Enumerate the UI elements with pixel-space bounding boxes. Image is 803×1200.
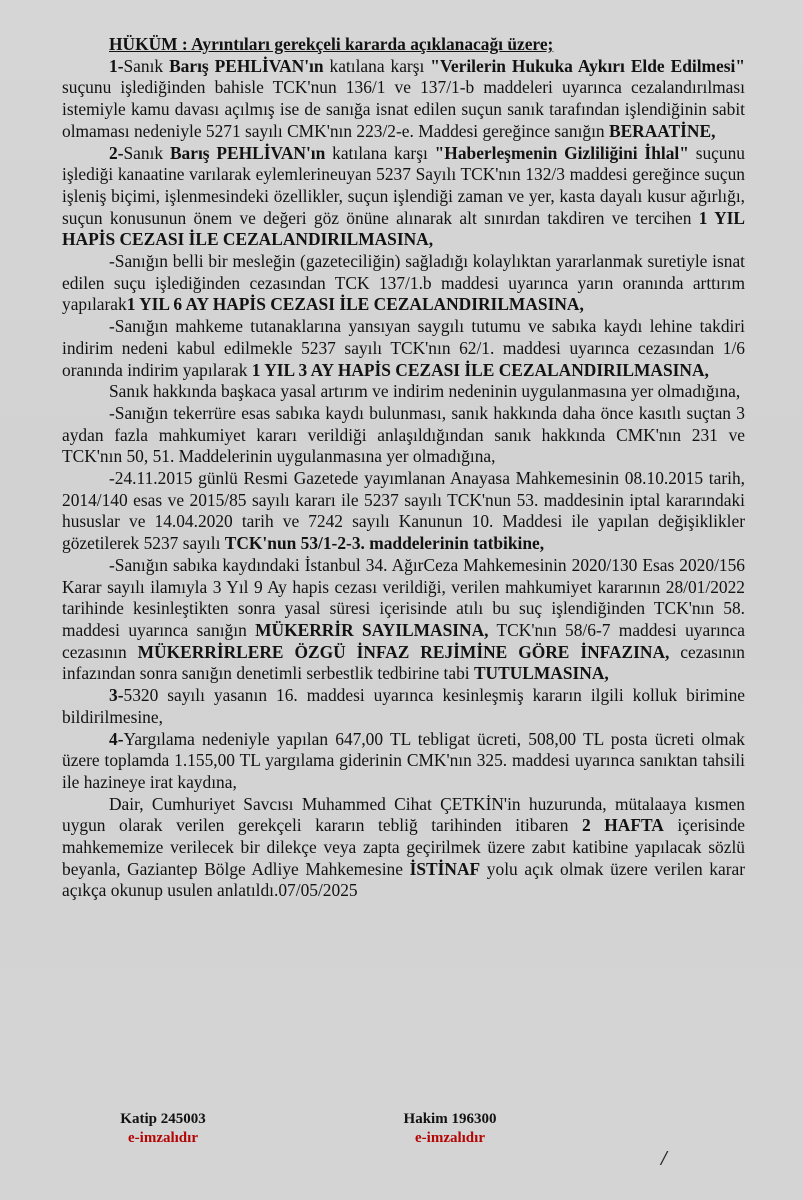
text-segment: -Sanığın tekerrüre esas sabıka kaydı bulunması, sanık hakkında daha önce kasıtlı suçtan 3 aydan fazla mahkumiyet kararı verildiği anlaşıldığından sanık hakkında CMK'nın 231 ve TCK'nın 50, 51. Maddelerinin uygulanmasına yer olmadığına, — [62, 402, 745, 467]
text-segment: suçunu işlediği kanaatine varılarak eylemlerineuyan 5237 Sayılı TCK'nın 132/3 maddesi gereğince suçun işleniş biçimi, işlenmesindeki özellikler, suçun işlendiği zaman ve yer, kasta dayalı kusur ağırlığı, suçun konusunun önem ve değeri göz önüne alınarak alt sınırdan takdiren ve tercihen — [62, 142, 745, 228]
paragraph — [62, 794, 745, 903]
paragraph — [62, 316, 745, 381]
text-segment: 5320 sayılı yasanın 16. maddesi uyarınca kesinleşmiş kararın ilgili kolluk birimine bildirilmesine, — [62, 685, 745, 727]
text-segment: Dair, Cumhuriyet Savcısı Muhammed Cihat ÇETKİN'in huzurunda, mütalaaya kısmen uygun olarak verilen gerekçeli kararın tebliğ tarihinden itibaren — [62, 793, 745, 836]
document-body — [62, 34, 745, 902]
clerk-esignature-label: e-imzalıdır — [128, 1130, 198, 1146]
paragraph — [62, 468, 745, 555]
text-segment: 3- — [109, 685, 124, 706]
text-segment: 1 YIL HAPİS CEZASI İLE CEZALANDIRILMASINA, — [62, 207, 745, 250]
text-segment: -Sanığın belli bir mesleğin (gazeteciliğin) sağladığı kolaylıktan yararlanmak suretiyle isnat edilen suçu işlediğinden cezasından TCK 137/1.b maddesi uyarınca yarın oranında arttırım yapılarak — [62, 251, 745, 315]
paragraph — [62, 381, 745, 403]
text-segment: TCK'nun 53/1-2-3. maddelerinin tatbikine, — [224, 533, 545, 554]
paragraph — [62, 729, 745, 794]
text-segment: Sanık — [123, 142, 170, 163]
text-segment: "Verilerin Hukuka Aykırı Elde Edilmesi" — [430, 55, 745, 76]
text-segment: -Sanığın sabıka kaydındaki İstanbul 34. AğırCeza Mahkemesinin 2020/130 Esas 2020/156 Karar sayılı ilamıyla 3 Yıl 9 Ay hapis cezası verildiği, verilen mahkumiyet kararının 28/01/2022 tarihinde kesinleştikten sonra yasal süresi içerisinde atılı bu suç işlendiğinden TCK'nın 58. maddesi uyarınca sanığın — [62, 554, 745, 640]
text-segment: TCK'nın 58/6-7 maddesi uyarınca cezasının — [62, 619, 745, 662]
document-title — [62, 34, 745, 56]
text-segment: Barış PEHLİVAN'ın — [169, 142, 326, 163]
text-segment: 1 YIL 6 AY HAPİS CEZASI İLE CEZALANDIRILMASINA, — [126, 294, 584, 315]
paragraph — [62, 143, 745, 252]
paragraph — [62, 251, 745, 316]
judge-name: Hakim 196300 — [403, 1111, 497, 1127]
text-segment: 1- — [109, 55, 124, 76]
clerk-name: Katip 245003 — [120, 1111, 206, 1127]
page-corner-mark: / — [661, 1146, 667, 1170]
text-segment: Yargılama nedeniyle yapılan 647,00 TL tebligat ücreti, 508,00 TL posta ücreti olmak üzere toplamda 1.155,00 TL yargılama giderinin CMK'nın 325. maddesi uyarınca sanıktan tahsili ile hazineye irat kaydına, — [62, 728, 745, 792]
judge-esignature-label: e-imzalıdır — [415, 1130, 485, 1146]
paragraph — [62, 403, 745, 468]
paragraph — [62, 56, 745, 143]
text-segment: Sanık hakkında başkaca yasal artırım ve indirim nedeninin uygulanmasına yer olmadığına, — [109, 381, 741, 402]
text-segment: -Sanığın mahkeme tutanaklarına yansıyan saygılı tutumu ve sabıka kaydı lehine takdiri indirim nedeni kabul edilmekle 5237 sayılı TCK'nın 62/1. maddesi uyarınca cezasından 1/6 oranında indirim yapılarak — [62, 316, 745, 380]
text-segment: cezasının infazından sonra sanığın denetimli serbestlik tedbirine tabi — [62, 641, 745, 684]
text-segment: 2 HAFTA — [581, 815, 664, 836]
text-segment: suçunu işlediğinden bahisle TCK'nun 136/1 ve 137/1-b maddeleri uyarınca cezalandırılması istemiyle kamu davası açılmış ise de sanığa isnat edilen suçun sanık tarafından işlendiğinin sabit olmaması nedeniyle 5271 sayılı CMK'nın 223/2-e. Maddesi gereğince sanığın — [62, 77, 745, 141]
text-segment: 1 YIL 3 AY HAPİS CEZASI İLE CEZALANDIRILMASINA, — [251, 359, 709, 380]
text-segment: 2- — [109, 142, 124, 163]
text-segment: MÜKERRİRLERE ÖZGÜ İNFAZ REJİMİNE GÖRE İNFAZINA, — [137, 641, 670, 662]
judge-signature-block — [375, 1110, 525, 1148]
text-segment: HÜKÜM : Ayrıntıları gerekçeli kararda açıklanacağı üzere; — [109, 34, 554, 54]
text-segment: katılana karşı — [323, 55, 431, 76]
text-segment: MÜKERRİR SAYILMASINA, — [255, 619, 489, 640]
text-segment: İSTİNAF — [409, 858, 481, 879]
paragraph — [62, 685, 745, 728]
text-segment: yolu açık olmak üzere verilen karar açıkça okunup usulen anlatıldı.07/05/2025 — [62, 858, 745, 901]
text-segment: "Haberleşmenin Gizliliğini İhlal" — [434, 142, 689, 163]
text-segment: TUTULMASINA, — [473, 663, 609, 684]
text-segment: 4- — [109, 728, 124, 749]
text-segment: içerisinde mahkememize verilecek bir dilekçe veya zapta geçirilmek üzere zabıt katibine yapılacak sözlü beyanla, Gaziantep Bölge Adliye Mahkemesine — [62, 815, 745, 879]
paragraph — [62, 555, 745, 685]
text-segment: BERAATİNE, — [608, 120, 716, 141]
text-segment: -24.11.2015 günlü Resmi Gazetede yayımlanan Anayasa Mahkemesinin 08.10.2015 tarih, 2014/140 esas ve 2015/85 sayılı kararı ile 5237 sayılı TCK'nun 53. maddesinin iptal kararındaki hususlar ve 14.04.2020 tarih ve 7242 sayılı Kanunun 10. Maddesi ile yapılan değişiklikler gözetilerek 5237 sayılı — [62, 468, 745, 554]
clerk-signature-block — [88, 1110, 238, 1148]
text-segment: Sanık — [123, 55, 170, 76]
text-segment: Barış PEHLİVAN'ın — [169, 55, 324, 76]
text-segment: katılana karşı — [325, 142, 435, 163]
